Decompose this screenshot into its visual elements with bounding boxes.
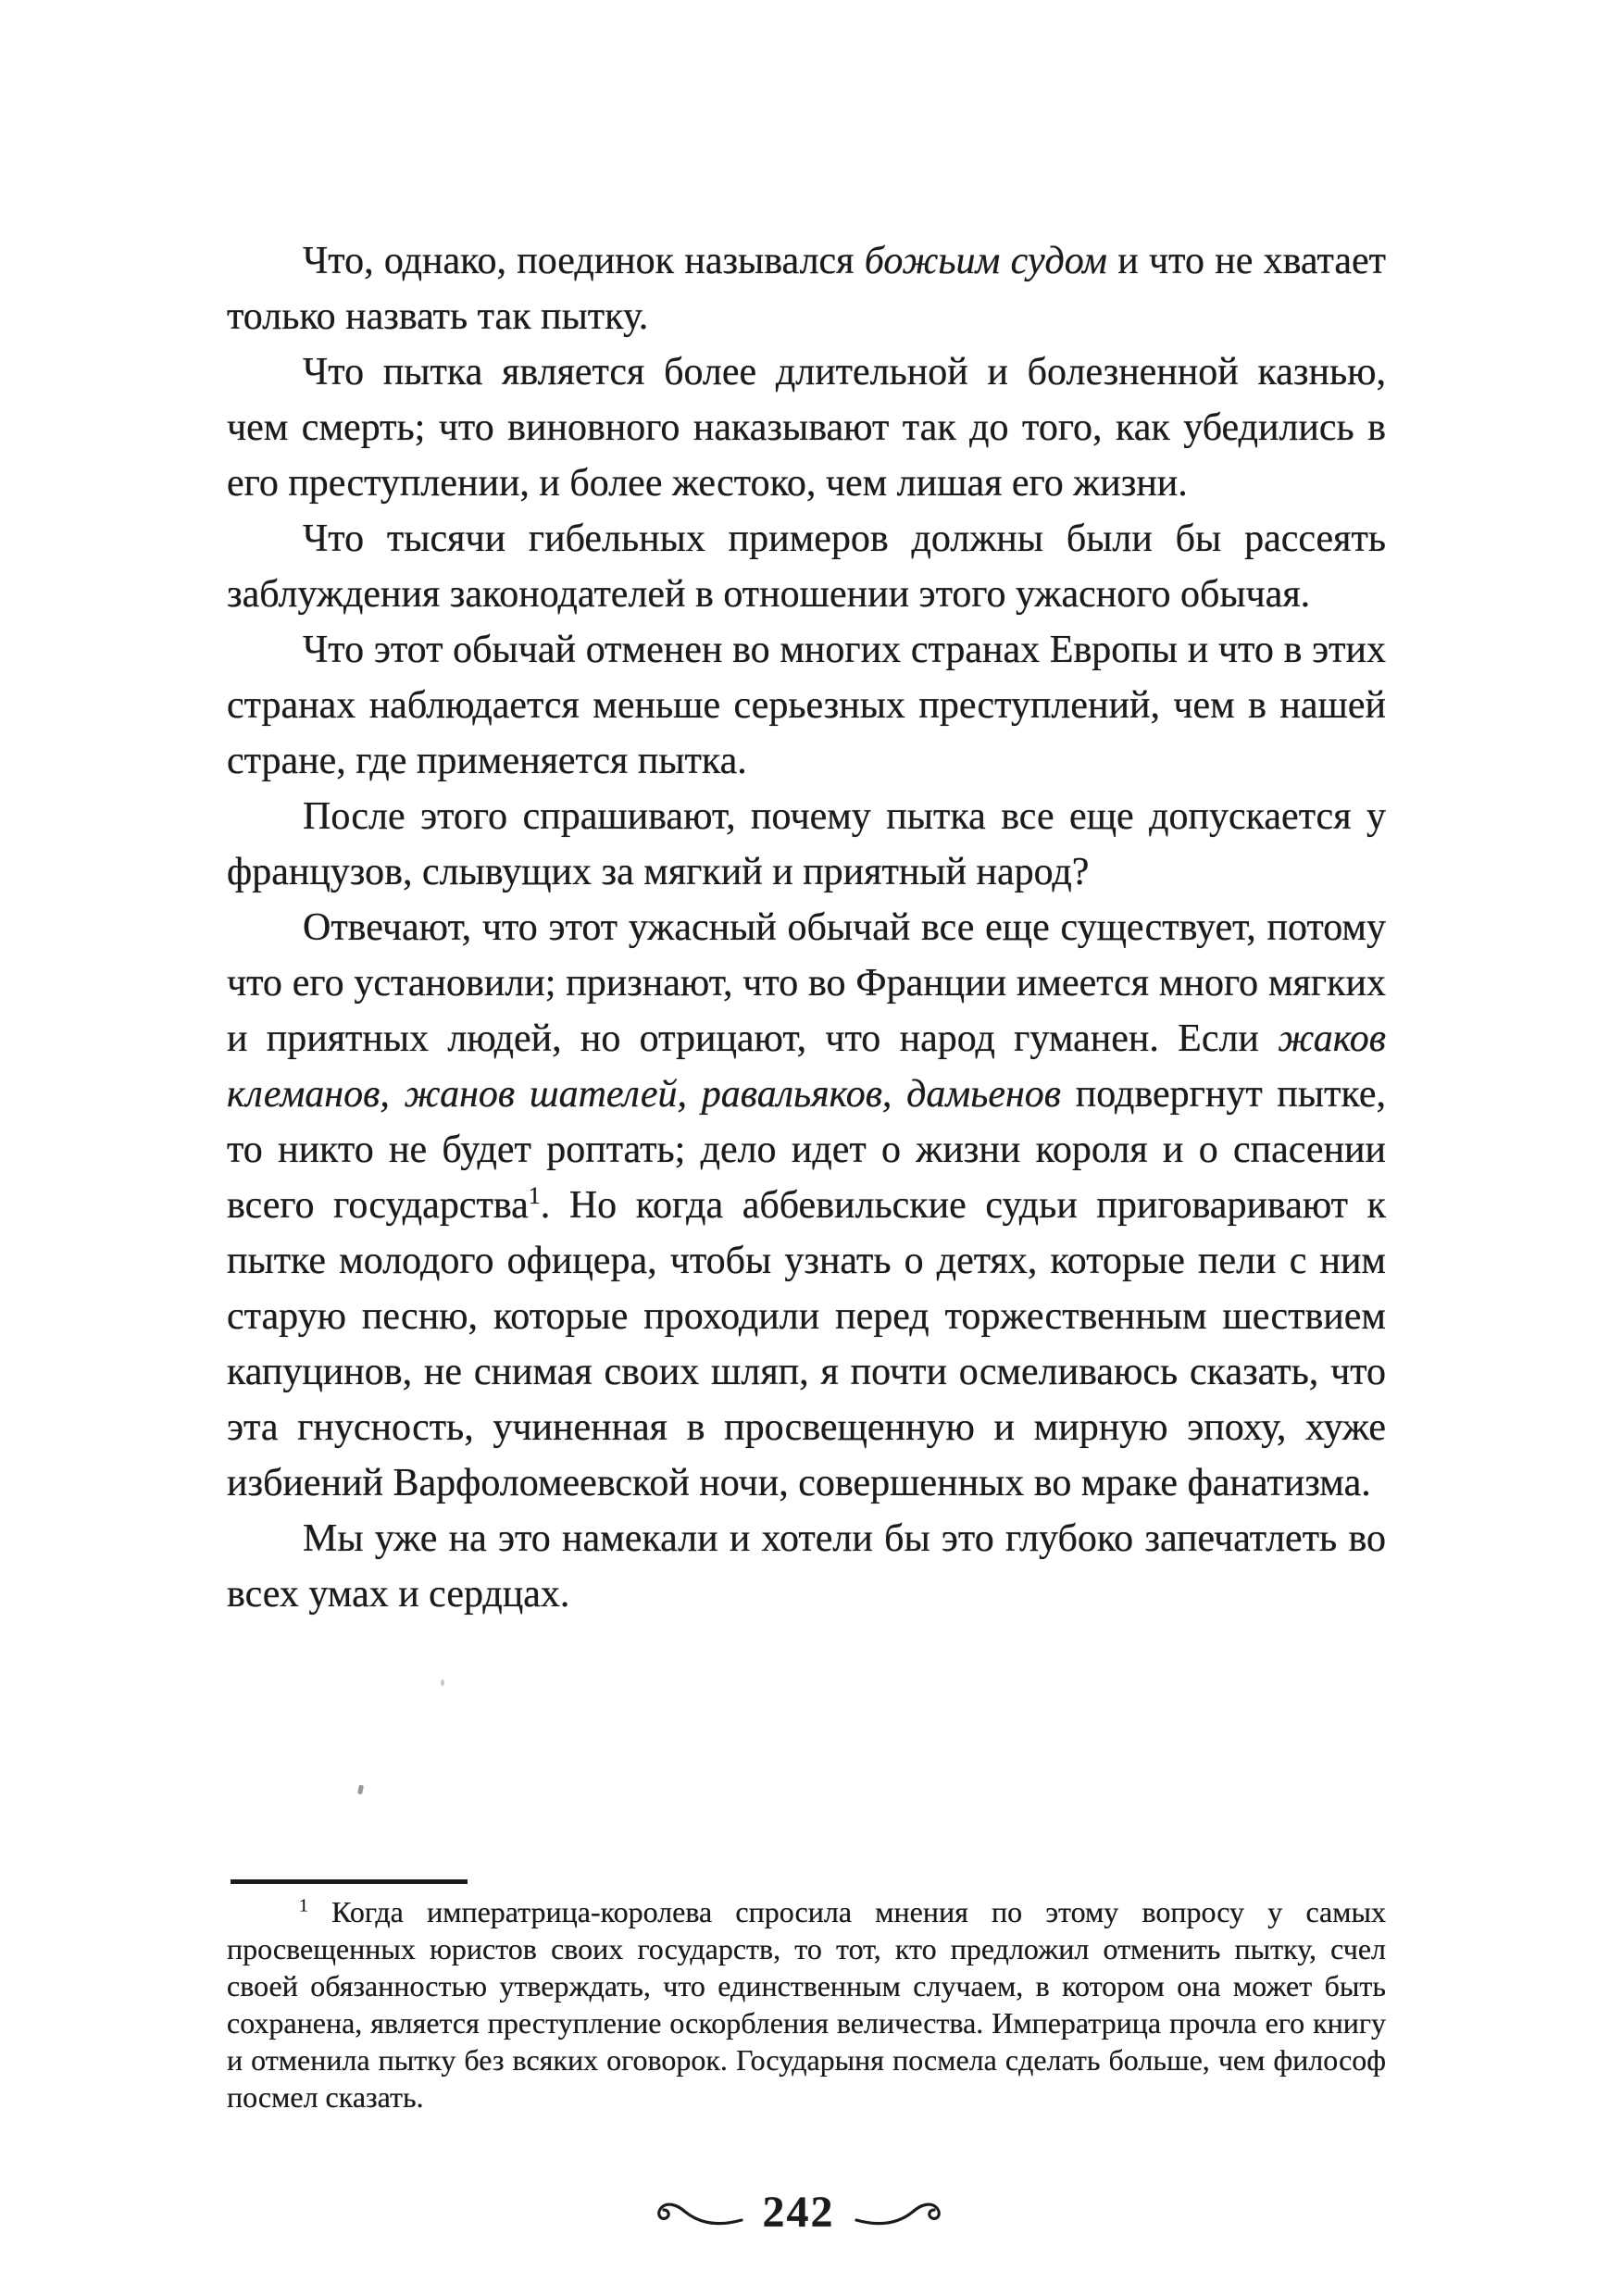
paragraph: Что пытка является более длительной и болезненной казнью, чем смерть; что виновного наказывают так до того, как убедились в его преступлении, и более жестоко, чем лишая его жизни. <box>227 351 1386 505</box>
paragraph: Отвечают, что этот ужасный обычай все еще существует, потому что его установили; признают, что во Франции имеется много мягких и приятных людей, но отрицают, что народ гуманен. Если жаков клеманов, жанов шателей, равальяков, дамьенов подвергнут пытке, то никто не будет роптать; дело идет о жизни короля и о спасении всего государства$^1$. Но когда аббевильские судьи приговаривают к пытке молодого офицера, чтобы узнать о детях, которые пели с ним старую песню, которые проходили перед торжественным шествием капуцинов, не снимая своих шляп, я почти осмеливаюсь сказать, что эта гнусность, учиненная в просвещенную и мирную эпоху, хуже избиений Варфоломеевской ночи, совершенных во мраке фанатизма. <box>227 906 1386 1504</box>
footnote-rule <box>231 1879 468 1884</box>
body-text <box>227 233 1386 1622</box>
scan-speck <box>441 1679 444 1686</box>
paragraph: Что тысячи гибельных примеров должны были бы рассеять заблуждения законодателей в отношении этого ужасного обычая. <box>227 518 1386 616</box>
paragraph: После этого спрашивают, почему пытка все еще допускается у французов, слывущих за мягкий и приятный народ? <box>227 795 1386 893</box>
paragraph: Что этот обычай отменен во многих странах Европы и что в этих странах наблюдается меньше серьезных преступлений, чем в нашей стране, где применяется пытка. <box>227 629 1386 782</box>
paragraph: Мы уже на это намекали и хотели бы это глубоко запечатлеть во всех умах и сердцах. <box>227 1517 1386 1616</box>
swirl-left-icon <box>652 2195 744 2230</box>
footnote-block <box>227 1879 1386 2115</box>
paragraph: Что, однако, поединок назывался божьим судом и что не хватает только назвать так пытку. <box>227 240 1386 338</box>
footnote-text: $^1$ Когда императрица-королева спросила мнения по этому вопросу у самых просвещенных юристов своих государств, то тот, кто предложил отменить пытку, счел своей обязанностью утверждать, что единственным случаем, в котором она может быть сохранена, является преступление оскорбления величества. Императрица прочла его книгу и отменила пытку без всяких оговорок. Государыня посмела сделать больше, чем философ посмел сказать. <box>227 1895 1386 2114</box>
swirl-right-icon <box>854 2195 946 2230</box>
page-number-ornament <box>0 2187 1597 2238</box>
scan-speck <box>357 1785 364 1795</box>
page-number: 242 <box>762 2188 835 2237</box>
